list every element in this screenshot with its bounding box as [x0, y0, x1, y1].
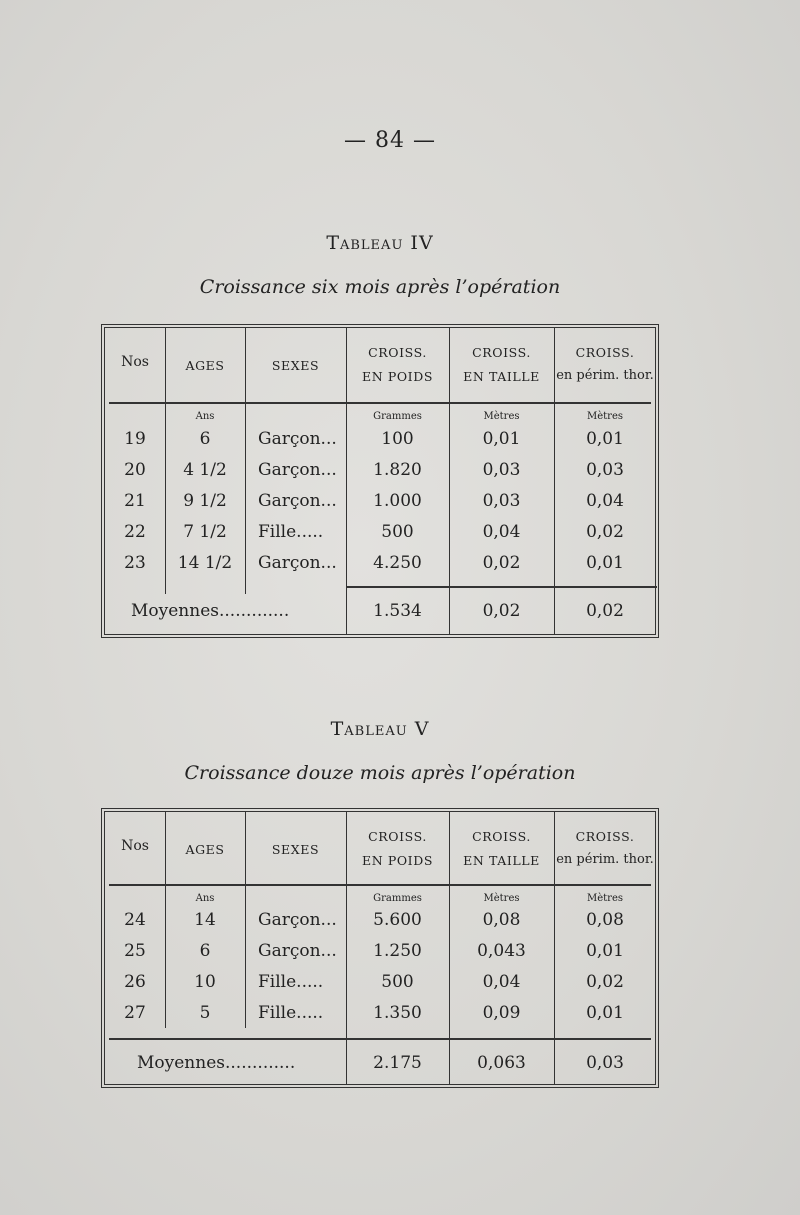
header-sexes: SEXES: [271, 842, 320, 857]
average-taille: 0,063: [477, 1053, 526, 1073]
cell-sexe: Fille.....: [258, 522, 324, 542]
cell-taille: 0,04: [482, 522, 521, 542]
cell-age: 6: [199, 941, 211, 961]
cell-perim: 0,03: [586, 460, 624, 480]
cell-perim: 0,04: [586, 491, 624, 511]
table-title: Tableau V: [330, 718, 430, 740]
cell-poids: 5.600: [373, 910, 422, 930]
cell-no: 20: [124, 460, 146, 480]
cell-no: 21: [124, 491, 146, 511]
cell-no: 22: [124, 522, 146, 542]
cell-taille: 0,02: [482, 553, 521, 573]
cell-sexe: Garçon...: [258, 429, 337, 449]
header-poids-2: EN POIDS: [361, 369, 434, 384]
cell-no: 26: [124, 972, 146, 992]
unit-poids: Grammes: [373, 411, 422, 422]
unit-ages: Ans: [195, 893, 215, 904]
cell-perim: 0,01: [586, 429, 624, 449]
unit-ages: Ans: [195, 411, 215, 422]
header-sexes: SEXES: [271, 358, 320, 373]
cell-taille: 0,03: [482, 460, 521, 480]
cell-poids: 1.350: [373, 1003, 422, 1023]
cell-poids: 4.250: [373, 553, 422, 573]
cell-taille: 0,043: [477, 941, 526, 961]
cell-taille: 0,04: [482, 972, 521, 992]
cell-age: 4 1/2: [183, 460, 227, 480]
average-poids: 2.175: [373, 1053, 422, 1073]
header-ages: AGES: [185, 842, 225, 857]
cell-age: 7 1/2: [183, 522, 227, 542]
cell-poids: 1.820: [373, 460, 422, 480]
page-number: — 84 —: [344, 128, 436, 153]
cell-taille: 0,01: [482, 429, 521, 449]
header-poids-1: CROISS.: [368, 829, 427, 844]
header-no: Nos: [121, 838, 149, 854]
data-table: [101, 808, 659, 1088]
cell-poids: 1.250: [373, 941, 422, 961]
header-ages: AGES: [185, 358, 225, 373]
cell-poids: 500: [381, 972, 414, 992]
cell-poids: 500: [381, 522, 414, 542]
cell-sexe: Garçon...: [258, 910, 337, 930]
cell-sexe: Garçon...: [258, 460, 337, 480]
header-perim-2: en périm. thor.: [556, 368, 654, 383]
cell-perim: 0,02: [586, 972, 624, 992]
cell-age: 14 1/2: [177, 553, 233, 573]
header-poids-1: CROISS.: [368, 345, 427, 360]
cell-age: 9 1/2: [183, 491, 227, 511]
cell-sexe: Garçon...: [258, 553, 337, 573]
unit-poids: Grammes: [373, 893, 422, 904]
unit-perim: Mètres: [586, 893, 623, 904]
header-taille-2: EN TAILLE: [463, 853, 540, 868]
cell-no: 19: [124, 429, 146, 449]
cell-poids: 1.000: [373, 491, 422, 511]
cell-sexe: Fille.....: [258, 972, 324, 992]
table-subtitle: Croissance six mois après l’opération: [199, 276, 561, 298]
cell-sexe: Garçon...: [258, 941, 337, 961]
cell-perim: 0,01: [586, 1003, 624, 1023]
average-poids: 1.534: [373, 601, 422, 621]
header-no: Nos: [121, 354, 149, 370]
cell-age: 5: [199, 1003, 211, 1023]
cell-age: 6: [199, 429, 211, 449]
header-taille-1: CROISS.: [472, 829, 531, 844]
average-perim: 0,02: [586, 601, 624, 621]
unit-perim: Mètres: [586, 411, 623, 422]
header-perim-1: CROISS.: [575, 345, 635, 360]
unit-taille: Mètres: [483, 893, 520, 904]
header-poids-2: EN POIDS: [361, 853, 434, 868]
cell-perim: 0,08: [586, 910, 624, 930]
cell-age: 10: [194, 972, 216, 992]
cell-taille: 0,09: [482, 1003, 521, 1023]
average-perim: 0,03: [586, 1053, 624, 1073]
averages-label: Moyennes.............: [137, 1053, 296, 1073]
average-taille: 0,02: [482, 601, 521, 621]
table-subtitle: Croissance douze mois après l’opération: [184, 762, 576, 784]
cell-no: 25: [124, 941, 146, 961]
cell-perim: 0,02: [586, 522, 624, 542]
table-title: Tableau IV: [326, 232, 434, 254]
cell-sexe: Fille.....: [258, 1003, 324, 1023]
cell-sexe: Garçon...: [258, 491, 337, 511]
cell-no: 24: [124, 910, 146, 930]
cell-no: 23: [124, 553, 146, 573]
data-table: [101, 324, 659, 638]
header-perim-2: en périm. thor.: [556, 852, 654, 867]
unit-taille: Mètres: [483, 411, 520, 422]
header-perim-1: CROISS.: [575, 829, 635, 844]
cell-taille: 0,08: [482, 910, 521, 930]
header-taille-1: CROISS.: [472, 345, 531, 360]
cell-no: 27: [124, 1003, 146, 1023]
cell-poids: 100: [381, 429, 414, 449]
header-taille-2: EN TAILLE: [463, 369, 540, 384]
cell-taille: 0,03: [482, 491, 521, 511]
averages-label: Moyennes.............: [131, 601, 290, 621]
cell-perim: 0,01: [586, 941, 624, 961]
cell-perim: 0,01: [586, 553, 624, 573]
cell-age: 14: [194, 910, 216, 930]
